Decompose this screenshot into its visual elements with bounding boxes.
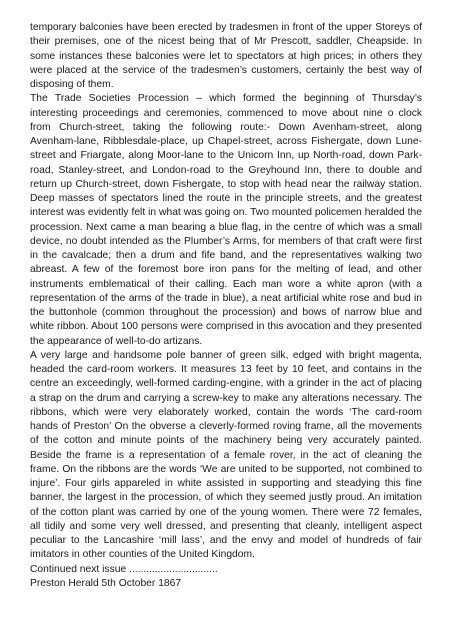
continued-note: Continued next issue ............................... [30, 563, 218, 575]
paragraph-procession-route: The Trade Societies Procession – which formed the beginning of Thursday’s interesting proceedings and ceremonies, commenced to move about nine o clock from Church-street, taking the following route:- Down Avenham-street, along Avenham-lane, Ribblesdale-place, up Chapel-street, across Fishergate, down Lune-street and Friargate, along Moor-lane to the Unicorn Inn, up North-road, down Park-road, Stanley-street, and London-road to the Greyhound Inn, there to double and return up Church-street, down Fishergate, to stop with head near the railway station. Deep masses of spectators lined the route in the principle streets, and the greatest interest was evidently felt in what was going on. Two mounted policemen heralded the procession. Next came a man bearing a blue flag, in the centre of which was a small device, no doubt intended as the Plumber’s Arms, for members of that craft were first in the cavalcade; then a drum and fife band, and the representatives walking two abreast. A few of the foremost bore iron pans for the melting of lead, and other instruments emblematical of their calling. Each man wore a white apron (with a representation of the arms of the trade in blue), a neat artificial white rose and bud in the buttonhole (common throughout the procession) and bows of narrow blue and white ribbon. About 100 persons were comprised in this avocation and they presented the appearance of well-to-do artizans. [30, 93, 422, 347]
paragraph-balconies: temporary balconies have been erected by tradesmen in front of the upper Storeys of their premises, one of the nicest being that of Mr Prescott, saddler, Cheapside. In some instances these balconies were let to spectators at high prices; in others they were placed at the service of the tradesmen’s customers, certainly the best way of disposing of them. [30, 22, 422, 90]
paragraph-card-room-banner: A very large and handsome pole banner of green silk, edged with bright magenta, headed the card-room workers. It measures 13 feet by 10 feet, and contains in the centre an exceedingly, well-formed carding-engine, with a grinder in the act of placing a strap on the drum and carrying a screw-key to make any alterations necessary. The ribbons, which were very elaborately worked, contain the words ‘The card-room hands of Preston’ On the obverse a cleverly-formed roving frame, all the movements of the cotton and minute points of the machinery being very accurately painted. Beside the frame is a representation of a female rover, in the act of cleaning the frame. On the ribbons are the words ‘We are united to be supported, not combined to injure’. Four girls appareled in white assisted in supporting and steadying this fine banner, the largest in the procession, of which they seemed justly proud. An imitation of the cotton plant was carried by one of the young women. There were 72 females, all tidily and some very well dressed, and presenting that cleanly, intelligent aspect peculiar to the Lancashire ‘mill lass’, and the envy and model of hundreds of fair imitators in other counties of the United Kingdom. [30, 349, 422, 561]
source-citation: Preston Herald 5th October 1867 [30, 577, 182, 589]
document-page [30, 21, 422, 591]
